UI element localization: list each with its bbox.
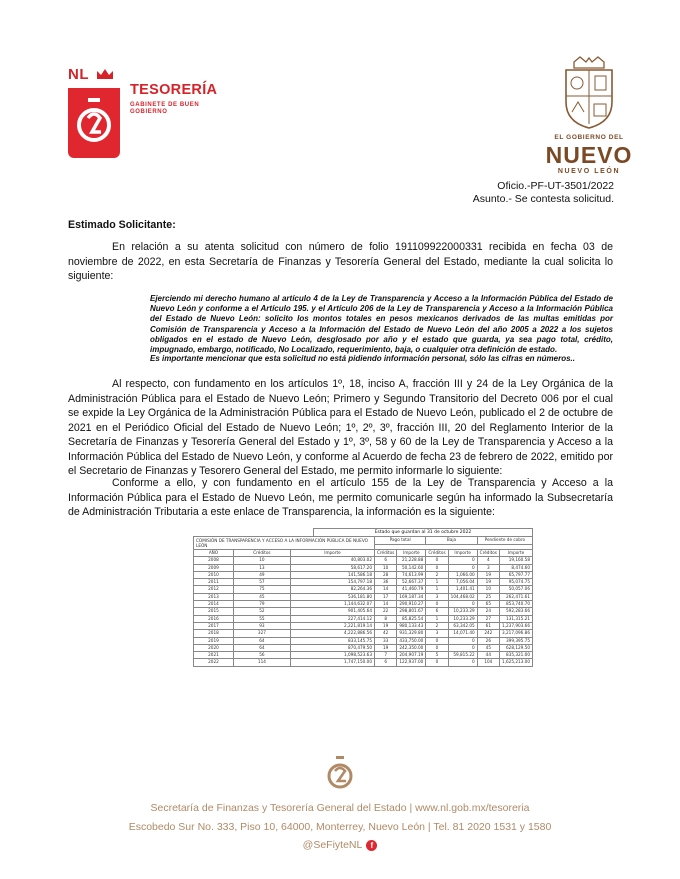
table-cell: 6 <box>375 659 397 666</box>
gobierno-line1: EL GOBIERNO DEL <box>554 134 624 141</box>
table-cell: 8 <box>375 615 397 622</box>
table-cell: 49 <box>233 571 290 578</box>
quoted-request: Ejerciendo mi derecho humano al artículo 4 de la Ley de Transparencia y Acceso a la Información Pública del Estado de Nuevo León y conforme a el Artículo 195. y el Artículo 206 de la Ley de Transparencia y Acceso a la Información Pública del Estado de Nuevo León: solicito los montos totales en pesos mexicanos derivados de las multas emitidas por Comisión de Transparencia y Acceso a la Información del Estado de Nuevo León del año 2005 a 2022 a los sujetos obligados en el estado de Nuevo León, desglosado por año y el estado que guarda, ya sea pago total, crédito, impugnado, embargo, notificado, No Localizado, requerimiento, baja, o cualquier otra definición de estado. <box>150 294 613 355</box>
table-cell: 980,133.43 <box>397 622 426 629</box>
table-cell: 59,815.22 <box>448 652 477 659</box>
table-cell: 2008 <box>194 557 234 564</box>
table-cell: 853,740.70 <box>500 601 533 608</box>
table-cell: 52 <box>233 608 290 615</box>
table-cell: 74,613.99 <box>397 571 426 578</box>
table-cell: 104 <box>477 659 499 666</box>
table-cell: 2016 <box>194 615 234 622</box>
footer-emblem-icon <box>325 755 355 793</box>
table-row <box>194 622 533 629</box>
asunto-line: Asunto.- Se contesta solicitud. <box>472 193 614 205</box>
table-cell: 262,471.61 <box>500 593 533 600</box>
table-cell: 17 <box>375 593 397 600</box>
gobierno-logo <box>540 56 638 186</box>
table-cell: 2011 <box>194 579 234 586</box>
table-cell: 0 <box>426 601 448 608</box>
table-cell: 290,910.27 <box>397 601 426 608</box>
table-cell: 0 <box>426 564 448 571</box>
table-cell: 14 <box>375 586 397 593</box>
table-org-header: COMISIÓN DE TRANSPARENCIA Y ACCESO A LA INFORMACIÓN PÚBLICA DE NUEVO LEÓN <box>194 537 375 550</box>
table-cell: 628,129.50 <box>500 644 533 651</box>
table-cell: 0 <box>448 564 477 571</box>
table-cell: 10 <box>375 564 397 571</box>
table-cell: 1,625,213.00 <box>500 659 533 666</box>
table-cell: 19 <box>375 622 397 629</box>
col-header: Importe <box>290 550 374 557</box>
table-cell: 13 <box>233 564 290 571</box>
table-cell: 242 <box>477 630 499 637</box>
table-cell: 0 <box>448 659 477 666</box>
table-cell: 7 <box>375 652 397 659</box>
table-cell: 44 <box>477 652 499 659</box>
table-cell: 131,315.21 <box>500 615 533 622</box>
table-cell: 8,474.60 <box>500 564 533 571</box>
table-cell: 0 <box>426 644 448 651</box>
table-cell: 1,747,150.00 <box>290 659 374 666</box>
table-cell: 36 <box>375 579 397 586</box>
table-row <box>194 630 533 637</box>
group-baja: Baja <box>426 537 477 545</box>
table-cell: 19 <box>375 644 397 651</box>
table-row <box>194 659 533 666</box>
table-cell: 64 <box>233 644 290 651</box>
facebook-icon[interactable]: f <box>366 840 377 851</box>
table-cell: 242,350.00 <box>397 644 426 651</box>
table-cell: 399,395.75 <box>500 637 533 644</box>
table-cell: 79 <box>233 601 290 608</box>
table-cell: 24 <box>477 608 499 615</box>
gobierno-line3: NUEVO LEÓN <box>557 168 621 175</box>
table-cell: 0 <box>426 557 448 564</box>
table-cell: 2015 <box>194 608 234 615</box>
table-row <box>194 586 533 593</box>
table-cell: 27 <box>477 615 499 622</box>
table-cell: 82,264.36 <box>290 586 374 593</box>
table-cell: 14,071.40 <box>448 630 477 637</box>
table-cell: 122,937.00 <box>397 659 426 666</box>
col-header: Importe <box>448 550 477 557</box>
table-cell: 64 <box>233 637 290 644</box>
table-cell: 3 <box>477 564 499 571</box>
emblem-icon <box>68 88 120 158</box>
table-cell: 26 <box>477 637 499 644</box>
table-cell: 2013 <box>194 593 234 600</box>
fines-table <box>193 528 533 674</box>
table-cell: 3 <box>426 630 448 637</box>
table-cell: 19 <box>477 571 499 578</box>
table-cell: 25 <box>477 593 499 600</box>
table-cell: 2,221,819.14 <box>290 622 374 629</box>
table-cell: 55 <box>233 615 290 622</box>
table-row <box>194 615 533 622</box>
footer-address-line1: Secretaría de Finanzas y Tesorería General del Estado | www.nl.gob.mx/tesoreria <box>150 802 530 814</box>
table-cell: 57 <box>233 579 290 586</box>
table-cell: 2019 <box>194 637 234 644</box>
table-cell: 45 <box>477 644 499 651</box>
table-cell: 42 <box>375 630 397 637</box>
table-cell: 4,222,886.56 <box>290 630 374 637</box>
table-cell: 114 <box>233 659 290 666</box>
col-header: AÑO <box>194 550 234 557</box>
table-cell: 1,144,632.07 <box>290 601 374 608</box>
salutation: Estimado Solicitante: <box>68 219 176 231</box>
table-cell: 2014 <box>194 601 234 608</box>
table-cell: 3,217,096.86 <box>500 630 533 637</box>
footer-social <box>0 839 680 851</box>
table-cell: 2 <box>426 622 448 629</box>
table-cell: 2009 <box>194 564 234 571</box>
table-cell: 41,460.79 <box>397 586 426 593</box>
table-cell: 52,667.37 <box>397 579 426 586</box>
table-cell: 19 <box>477 579 499 586</box>
table-cell: 0 <box>426 659 448 666</box>
table-row <box>194 571 533 578</box>
table-cell: 2020 <box>194 644 234 651</box>
table-cell: 61 <box>477 622 499 629</box>
table-cell: 33 <box>375 637 397 644</box>
gobierno-line2: NUEVO <box>545 142 633 168</box>
table-cell: 50,142.60 <box>397 564 426 571</box>
table-cell: 835,321.00 <box>500 652 533 659</box>
table-cell: 0 <box>448 644 477 651</box>
table-cell: 10,233.29 <box>448 615 477 622</box>
crown-icon <box>96 68 114 80</box>
table-cell: 10 <box>477 586 499 593</box>
table-header-row <box>194 550 533 557</box>
nl-wordmark: NL <box>68 66 89 83</box>
footer-address-line2: Escobedo Sur No. 333, Piso 10, 64000, Monterrey, Nuevo León | Tel. 81 2020 1531 y 1580 <box>128 821 552 833</box>
table-cell: 154,797.18 <box>290 579 374 586</box>
paragraph-request: En relación a su atenta solicitud con número de folio 191109922000331 recibida en fecha 03 de noviembre de 2022, en esta Secretaría de Finanzas y Tesorería General del Estado, mediante la cual solicita lo siguiente: <box>68 241 613 282</box>
table-cell: 1,098,523.63 <box>290 652 374 659</box>
table-cell: 1,401.41 <box>448 586 477 593</box>
table-cell: 14 <box>375 601 397 608</box>
table-row <box>194 608 533 615</box>
oficio-number: Oficio.-PF-UT-3501/2022 <box>497 180 614 192</box>
col-header: Créditos <box>233 550 290 557</box>
table-cell: 56 <box>233 652 290 659</box>
table-cell: 0 <box>448 637 477 644</box>
coat-of-arms-icon <box>560 56 618 130</box>
table-cell: 6 <box>426 608 448 615</box>
table-row <box>194 593 533 600</box>
table-cell: 298,801.67 <box>397 608 426 615</box>
table-row <box>194 601 533 608</box>
table-cell: 433,750.00 <box>397 637 426 644</box>
table-cell: 10 <box>233 557 290 564</box>
col-header: Créditos <box>477 550 499 557</box>
table-cell: 7,056.04 <box>448 579 477 586</box>
social-handle[interactable]: @SeFiyteNL <box>302 839 363 851</box>
table-cell: 58,617.20 <box>290 564 374 571</box>
table-cell: 104,468.02 <box>448 593 477 600</box>
table-cell: 2 <box>426 571 448 578</box>
table-cell: 93 <box>233 622 290 629</box>
table-cell: 22 <box>375 608 397 615</box>
table-cell: 2018 <box>194 630 234 637</box>
table-cell: 45 <box>233 593 290 600</box>
table-cell: 6 <box>375 557 397 564</box>
paragraph-response: Conforme a ello, y con fundamento en el artículo 155 de la Ley de Transparencia y Acceso a la Información Pública para el Estado de Nuevo León, me permito comunicarle según ha informado la Subsecretaría de Administración Tributaria a este enlace de Transparencia, la información es la siguiente: <box>68 477 613 518</box>
table-cell: 1 <box>426 586 448 593</box>
table-cell: 40,803.02 <box>290 557 374 564</box>
red-badge <box>68 88 120 158</box>
table-cell: 1,237,903.66 <box>500 622 533 629</box>
table-cell: 1 <box>426 579 448 586</box>
table-cell: 169,187.34 <box>397 593 426 600</box>
table-cell: 65 <box>477 601 499 608</box>
group-pago-total: Pago total <box>375 537 426 545</box>
tesoreria-title: TESORERÍA <box>130 82 218 98</box>
table-cell: 10,233.29 <box>448 608 477 615</box>
table-row <box>194 579 533 586</box>
table-row <box>194 644 533 651</box>
table-cell: 65,797.77 <box>500 571 533 578</box>
table-cell: 0 <box>448 601 477 608</box>
table-cell: 28 <box>375 571 397 578</box>
col-header: Créditos <box>375 550 397 557</box>
table-cell: 19,160.58 <box>500 557 533 564</box>
table-cell: 0 <box>448 557 477 564</box>
tesoreria-subtitle: GABINETE DE BUEN GOBIERNO <box>130 102 200 115</box>
table-cell: 870,479.50 <box>290 644 374 651</box>
table-row <box>194 564 533 571</box>
table-cell: 3 <box>426 593 448 600</box>
table-cell: 4 <box>477 557 499 564</box>
table-row <box>194 652 533 659</box>
quoted-request-note: Es importante mencionar que esta solicitud no está pidiendo información personal, sólo las cifras en números.. <box>150 354 575 363</box>
table-cell: 901,405.64 <box>290 608 374 615</box>
table-cell: 592,283.66 <box>500 608 533 615</box>
table-cell: 0 <box>426 637 448 644</box>
table-cell: 2012 <box>194 586 234 593</box>
table-cell: 2022 <box>194 659 234 666</box>
col-header: Importe <box>397 550 426 557</box>
table-cell: 5 <box>426 652 448 659</box>
table-caption: Estado que guardan al 31 de octubre 2022 <box>313 528 533 536</box>
table-cell: 833,145.75 <box>290 637 374 644</box>
paragraph-legal-basis: Al respecto, con fundamento en los artículos 1º, 18, inciso A, fracción III y 24 de la Ley Orgánica de la Administración Pública para el Estado de Nuevo León; Primero y Segundo Transitorio del Decreto 006 por el cual se expide la Ley Orgánica de la Administración Pública para el Estado de Nuevo León, publicado el 2 de octubre de 2021 en el Periódico Oficial del Estado de Nuevo León; 1º, 2º, 3º, fracción III, 20 del Reglamento Interior de la Secretaría de Finanzas y Tesorería General del Estado y 1º, 3º, 58 y 60 de la Ley de Transparencia y Acceso a la Información Pública del Estado de Nuevo León, y conforme al Acuerdo de fecha 23 de febrero de 2022, emitido por el Secretario de Finanzas y Tesorero General del Estado, me permito informarle lo siguiente: <box>68 378 613 477</box>
table-cell: 227,414.12 <box>290 615 374 622</box>
table-cell: 204,907.19 <box>397 652 426 659</box>
table-row <box>194 557 533 564</box>
table-cell: 1,066.00 <box>448 571 477 578</box>
table-cell: 75 <box>233 586 290 593</box>
table-cell: 63,342.05 <box>448 622 477 629</box>
table-cell: 85,825.54 <box>397 615 426 622</box>
tesoreria-logo <box>68 66 238 166</box>
table-cell: 1 <box>426 615 448 622</box>
table-cell: 2017 <box>194 622 234 629</box>
table-cell: 327 <box>233 630 290 637</box>
table-cell: 141,586.18 <box>290 571 374 578</box>
table-cell: 50,057.06 <box>500 586 533 593</box>
table-cell: 95,074.75 <box>500 579 533 586</box>
table-cell: 536,181.80 <box>290 593 374 600</box>
group-pendiente: Pendiente de cobro <box>477 537 532 545</box>
table-cell: 2021 <box>194 652 234 659</box>
table-cell: 931,329.80 <box>397 630 426 637</box>
table-row <box>194 637 533 644</box>
table-cell: 2010 <box>194 571 234 578</box>
col-header: Créditos <box>426 550 448 557</box>
fines-data-table <box>193 536 533 667</box>
col-header: Importe <box>500 550 533 557</box>
table-cell: 21,228.88 <box>397 557 426 564</box>
